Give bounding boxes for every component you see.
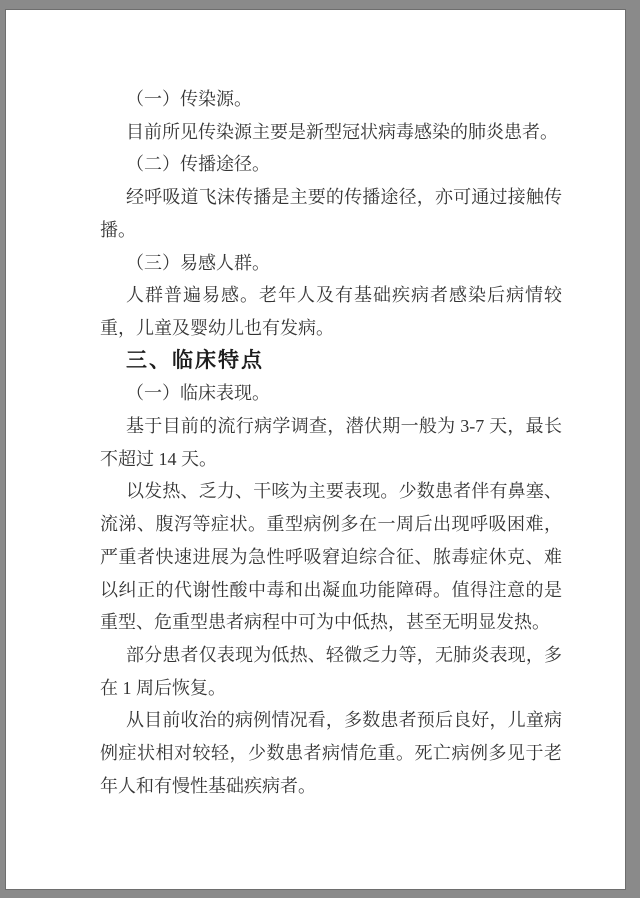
document-content [100,83,562,802]
para-incubation-period: 基于目前的流行病学调查，潜伏期一般为 3-7 天，最长不超过 14 天。 [100,416,562,469]
subheading-transmission-route: （二）传播途径。 [126,154,270,175]
document-page [5,9,626,890]
para-main-symptoms: 以发热、乏力、干咳为主要表现。少数患者伴有鼻塞、流涕、腹泻等症状。重型病例多在一周后出现呼吸困难，严重者快速进展为急性呼吸窘迫综合征、脓毒症休克、难以纠正的代谢性酸中毒和出凝血功能障碍。值得注意的是重型、危重型患者病程中可为中低热，甚至无明显发热。 [100,481,562,633]
subheading-infection-source: （一）传染源。 [126,89,252,109]
section-heading-clinical-features: 三、临床特点 [126,348,264,372]
para-infection-source-body: 目前所见传染源主要是新型冠状病毒感染的肺炎患者。 [126,121,558,142]
subheading-susceptible-population: （三）易感人群。 [126,252,270,273]
subheading-clinical-manifestations: （一）临床表现。 [126,383,270,404]
para-transmission-route-body: 经呼吸道飞沫传播是主要的传播途径，亦可通过接触传播。 [100,187,562,240]
para-mild-cases: 部分患者仅表现为低热、轻微乏力等，无肺炎表现，多在 1 周后恢复。 [100,644,562,698]
para-susceptible-population-body: 人群普遍易感。老年人及有基础疾病者感染后病情较重，儿童及婴幼儿也有发病。 [100,285,562,338]
para-prognosis: 从目前收治的病例情况看，多数患者预后良好，儿童病例症状相对较轻，少数患者病情危重。死亡病例多见于老年人和有慢性基础疾病者。 [100,710,562,796]
